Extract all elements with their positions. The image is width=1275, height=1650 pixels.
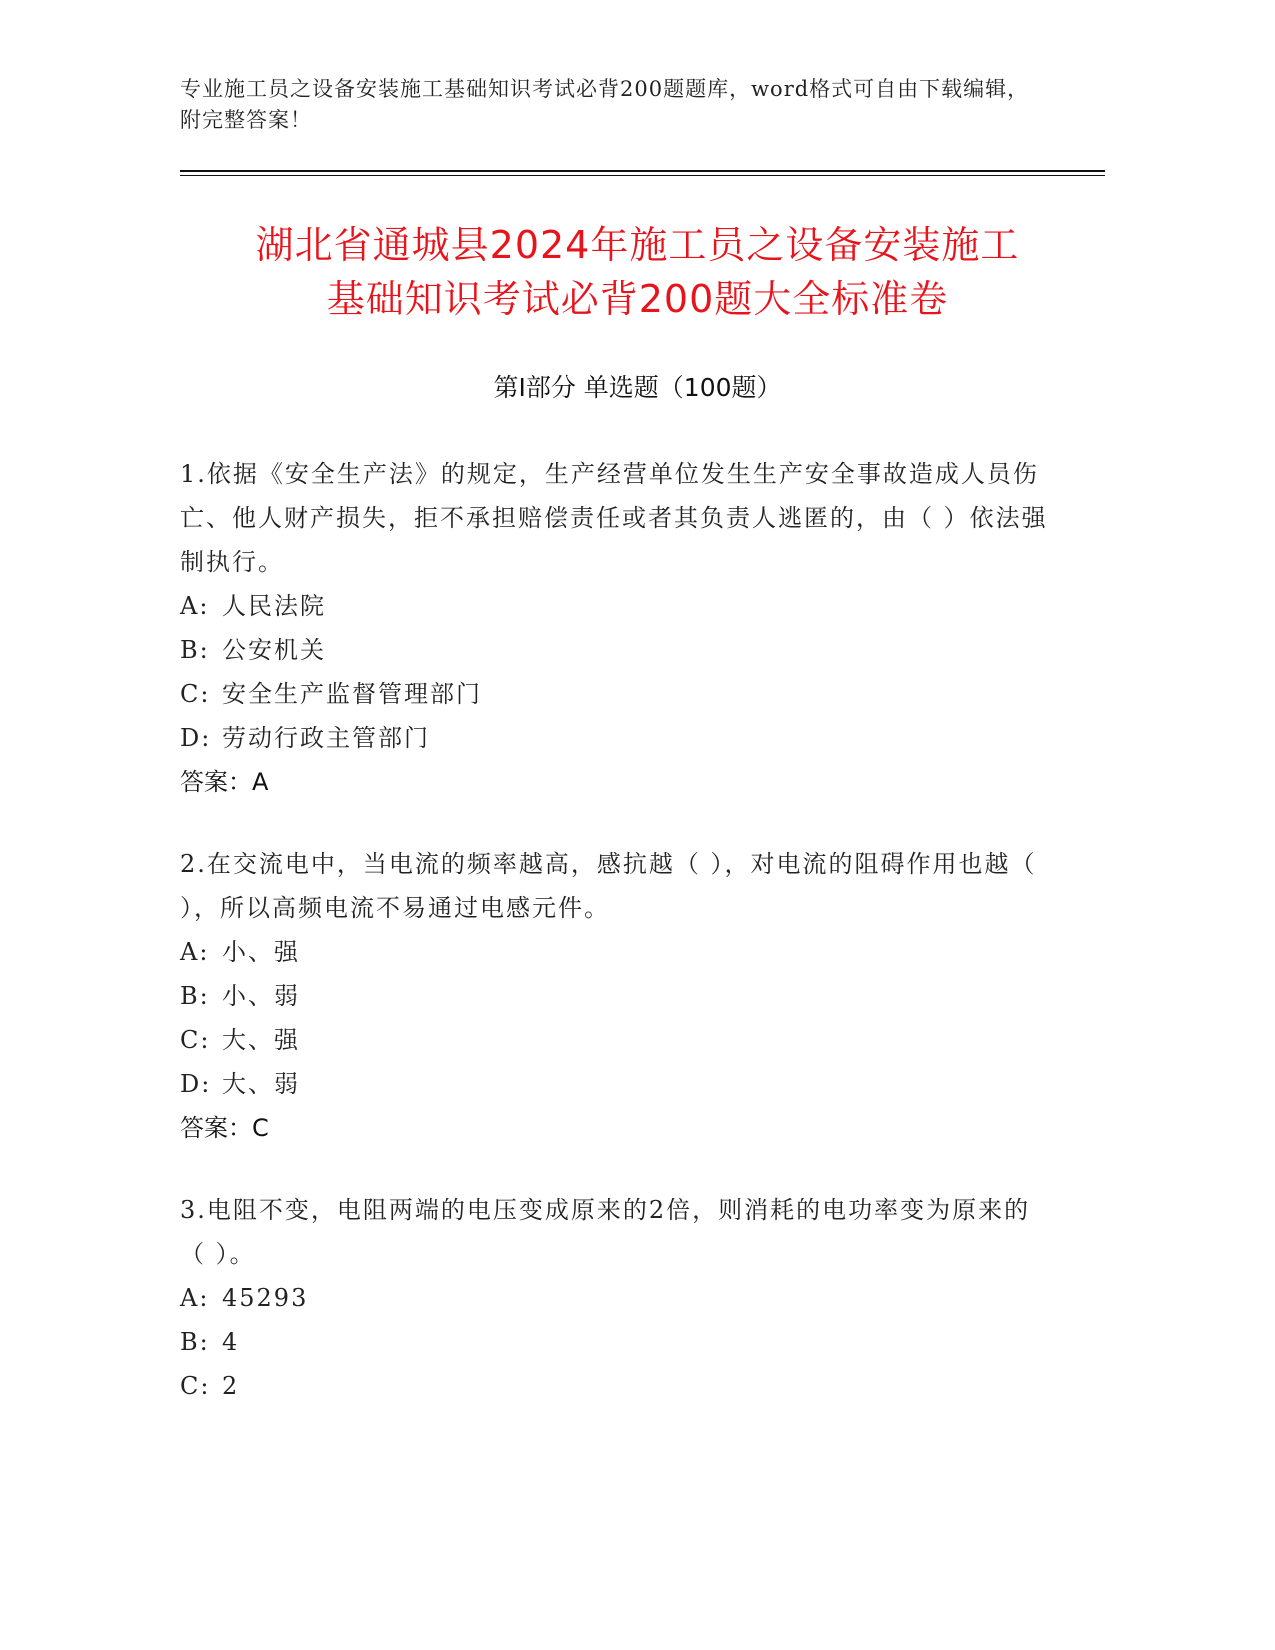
option-text: 45293 (222, 1284, 309, 1312)
option-text: 小、弱 (222, 982, 300, 1010)
option-text: 安全生产监督管理部门 (222, 680, 482, 708)
header-divider-thin (180, 175, 1105, 176)
option-c (180, 1018, 1050, 1062)
question-list (180, 452, 1050, 1446)
option-key: A: (180, 938, 210, 966)
option-key: C: (180, 680, 211, 708)
option-text: 2 (222, 1372, 240, 1400)
option-text: 小、强 (222, 938, 300, 966)
answer: 答案：A (180, 768, 269, 796)
option-key: B: (180, 982, 210, 1010)
header-divider-thick (180, 170, 1105, 172)
option-key: B: (180, 636, 210, 664)
question-text: 2.在交流电中，当电流的频率越高，感抗越（ ），对电流的阻碍作用也越（ ），所以高频电流不易通过电感元件。 (180, 850, 1037, 922)
section-title: 第Ⅰ部分 单选题（100题） (493, 373, 782, 402)
document-title (150, 218, 1125, 326)
option-text: 公安机关 (222, 636, 326, 664)
answer: 答案：C (180, 1114, 269, 1142)
header-note: 专业施工员之设备安装施工基础知识考试必背200题题库，word格式可自由下载编辑，附完整答案！ (180, 77, 1030, 132)
option-key: C: (180, 1026, 211, 1054)
option-key: C: (180, 1372, 211, 1400)
option-b (180, 628, 1050, 672)
option-a (180, 1276, 1050, 1320)
question-text: 3.电阻不变，电阻两端的电压变成原来的2倍，则消耗的电功率变为原来的（ ）。 (180, 1196, 1031, 1268)
option-text: 人民法院 (222, 592, 326, 620)
option-key: A: (180, 592, 210, 620)
option-d (180, 1062, 1050, 1106)
document-title-line-1: 湖北省通城县2024年施工员之设备安装施工 (255, 223, 1020, 267)
option-b (180, 1320, 1050, 1364)
option-key: D: (180, 1070, 212, 1098)
option-c (180, 1364, 1050, 1408)
option-key: D: (180, 724, 212, 752)
option-c (180, 672, 1050, 716)
option-key: A: (180, 1284, 210, 1312)
option-d (180, 716, 1050, 760)
option-text: 4 (222, 1328, 240, 1356)
document-title-line-2: 基础知识考试必背200题大全标准卷 (326, 277, 949, 321)
question-2 (180, 842, 1050, 1150)
option-a (180, 584, 1050, 628)
question-3 (180, 1188, 1050, 1408)
option-a (180, 930, 1050, 974)
option-b (180, 974, 1050, 1018)
option-text: 大、弱 (222, 1070, 300, 1098)
question-text: 1.依据《安全生产法》的规定，生产经营单位发生生产安全事故造成人员伤亡、他人财产损失，拒不承担赔偿责任或者其负责人逃匿的，由（ ）依法强制执行。 (180, 460, 1048, 576)
question-1 (180, 452, 1050, 804)
option-text: 大、强 (222, 1026, 300, 1054)
option-text: 劳动行政主管部门 (222, 724, 430, 752)
option-key: B: (180, 1328, 210, 1356)
